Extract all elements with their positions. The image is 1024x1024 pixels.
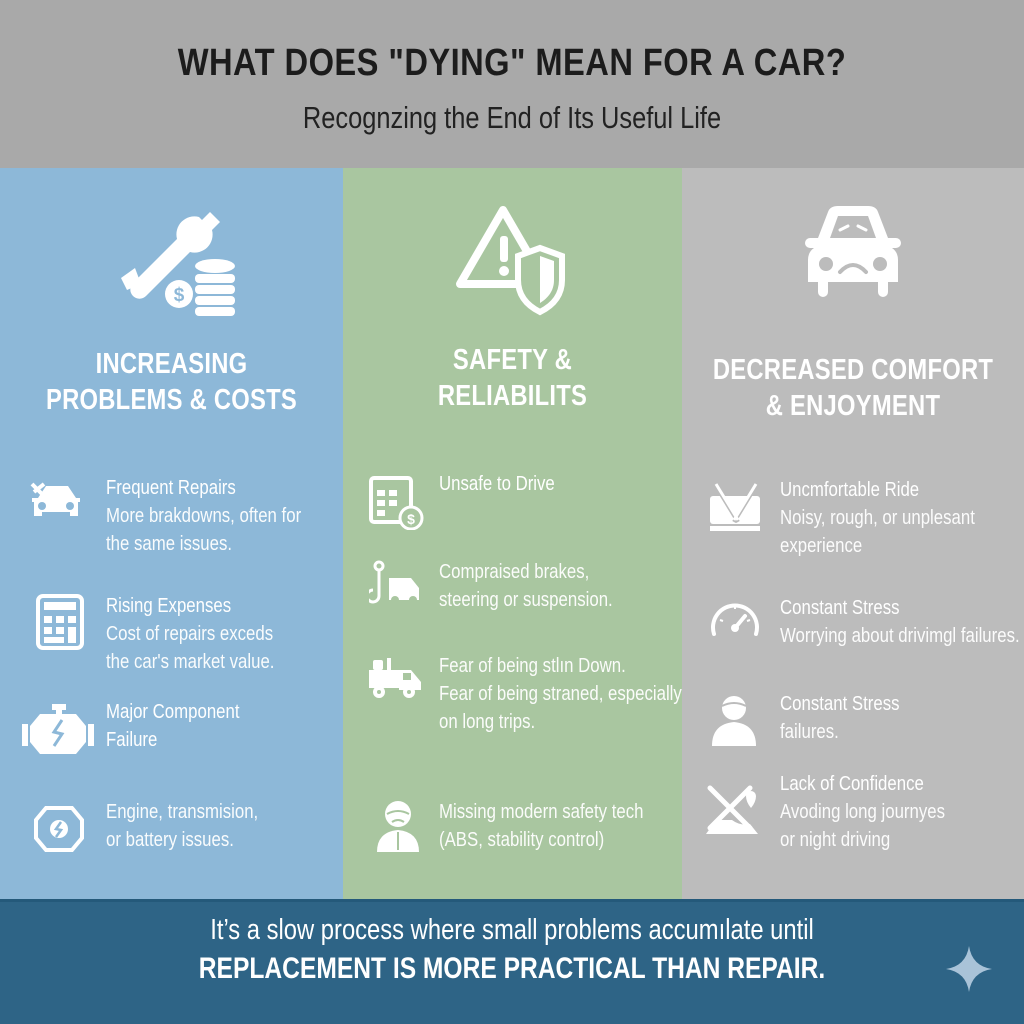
column-title-line2: RELIABILITS xyxy=(437,380,588,412)
item-description: Avoding long journyes xyxy=(780,801,946,823)
crossed-road-icon xyxy=(702,782,768,838)
header xyxy=(0,0,1024,168)
item-text xyxy=(106,592,274,676)
item-description: failures. xyxy=(780,721,839,743)
calculator-icon xyxy=(36,594,92,650)
car-repair-icon xyxy=(28,478,84,534)
calendar-cost-icon xyxy=(369,474,425,530)
item-text xyxy=(439,798,643,854)
item-description: Cost of repairs exceds xyxy=(106,623,274,645)
speedometer-icon xyxy=(708,596,764,652)
item-description: the same issues. xyxy=(106,533,233,555)
person-icon xyxy=(710,694,766,750)
footer-line1: It’s a slow process where small problems accumılate until xyxy=(210,914,814,946)
page-title: WHAT DOES "DYING" MEAN FOR A CAR? xyxy=(177,42,847,84)
item-text xyxy=(106,698,240,754)
item-text xyxy=(439,558,613,614)
item-heading: Lack of Confidence xyxy=(780,773,924,795)
footer-line2: REPLACEMENT IS MORE PRACTICAL THAN REPAIR. xyxy=(198,952,826,985)
item-description: Worrying about drivimgl failures. xyxy=(780,625,1020,647)
seatbelt-icon xyxy=(708,482,764,538)
item-description: Missing modern safety tech xyxy=(439,801,644,823)
item-heading: Failure xyxy=(106,729,158,751)
svg-text:$: $ xyxy=(173,285,184,306)
item-description: on long trips. xyxy=(439,711,536,733)
column-title-line1: SAFETY & xyxy=(452,344,573,376)
item-description: experience xyxy=(780,535,863,557)
item-heading: Frequent Repairs xyxy=(106,477,236,499)
engine-warning-icon xyxy=(32,804,88,860)
item-heading: Constant Stress xyxy=(780,597,900,619)
item-description: Noisy, rough, or unplesant xyxy=(780,507,975,529)
item-description: or battery issues. xyxy=(106,829,234,851)
sparkle-icon xyxy=(944,944,994,994)
item-text xyxy=(780,594,1020,650)
item-heading: Major Component xyxy=(106,701,240,723)
column-title-line2: & ENJOYMENT xyxy=(765,390,941,422)
item-heading: Constant Stress xyxy=(780,693,900,715)
item-description: (ABS, stability control) xyxy=(439,829,605,851)
item-description: Engine, transmision, xyxy=(106,801,259,823)
item-description: Fear of being straned, especially xyxy=(439,683,682,705)
footer-banner xyxy=(0,899,1024,1024)
tow-truck-icon xyxy=(367,656,423,712)
item-text xyxy=(106,474,301,558)
item-text xyxy=(439,652,682,736)
item-description: the car's market value. xyxy=(106,651,275,673)
item-text xyxy=(780,476,975,560)
sad-car-icon xyxy=(788,198,918,318)
item-text xyxy=(439,470,555,498)
item-text xyxy=(780,770,945,854)
column-title-line2: PROBLEMS & COSTS xyxy=(45,384,297,416)
worried-person-icon xyxy=(373,798,429,854)
wrench-coins-icon xyxy=(107,198,237,318)
column-title-line1: DECREASED COMFORT xyxy=(712,354,994,386)
item-heading: Rising Expenses xyxy=(106,595,232,617)
page-subtitle: Recognzing the End of Its Useful Life xyxy=(302,100,722,135)
engine-crack-icon xyxy=(22,702,94,758)
column-comfort-enjoyment xyxy=(682,168,1024,899)
warning-shield-icon xyxy=(448,198,578,318)
tow-hook-icon xyxy=(369,560,425,616)
svg-text:$: $ xyxy=(407,511,415,527)
item-description: Fear of being stlın Down. xyxy=(439,655,626,677)
column-problems-costs xyxy=(0,168,343,899)
column-title xyxy=(31,346,312,418)
column-title xyxy=(713,352,993,424)
item-description: steering or suspension. xyxy=(439,589,613,611)
item-text xyxy=(106,798,258,854)
item-description: More brakdowns, often for xyxy=(106,505,302,527)
column-title-line1: INCREASING xyxy=(95,348,248,380)
column-title xyxy=(374,342,652,414)
item-text xyxy=(780,690,900,746)
column-safety-reliability xyxy=(343,168,682,899)
item-heading: Uncmfortable Ride xyxy=(780,479,920,501)
item-heading: Unsafe to Drive xyxy=(439,473,555,495)
item-description: Compraised brakes, xyxy=(439,561,590,583)
item-description: or night driving xyxy=(780,829,891,851)
